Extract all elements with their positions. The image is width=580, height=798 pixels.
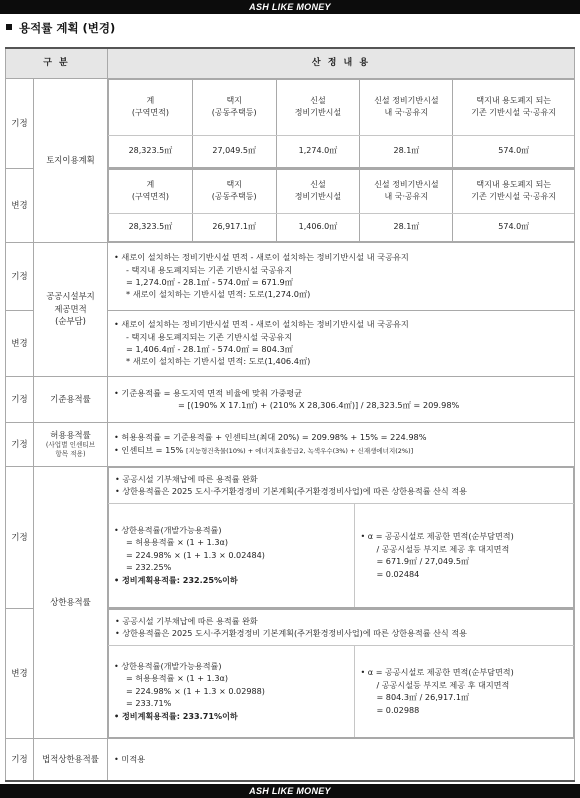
header-band: ASH LIKE MONEY [0, 0, 580, 14]
text-line: • 인센티브 = 15% [지능형건축물(10%) + 에너지효율등급2, 녹색우수(3%) + 신재생에너지(2%)] [114, 444, 414, 455]
col-new-infra-public: 신설 정비기반시설 내 국·공유지 [360, 169, 453, 214]
text-line: • 공공시설 기부채납에 따른 용적률 완화 [115, 473, 258, 484]
text-line: - 택지내 용도폐지되는 기존 기반시설 국공유지 [126, 264, 293, 275]
upper-far-before-intro [109, 467, 574, 503]
base-far-text [108, 376, 575, 422]
value-new-infra-public: 28.1㎡ [360, 214, 453, 241]
upper-far-after-alpha [355, 645, 574, 737]
text-line: • 새로이 설치하는 정비기반시설 면적 - 새로이 설치하는 정비기반시설 내 국공유지 [114, 319, 409, 330]
text-line: = 671.9㎡ / 27,049.5㎡ [376, 556, 470, 567]
upper-far-label: 상한용적률 [34, 466, 108, 738]
upper-far-before-alpha [355, 503, 574, 607]
text-line: = 224.98% × (1 + 1.3 × 0.02484) [126, 549, 265, 560]
public-facility-label: 공공시설부지 제공면적 (순부담) [34, 242, 108, 376]
upper-far-after-cell [108, 608, 575, 738]
page-title-text: 용적률 계획 (변경) [19, 21, 116, 35]
col-housing: 택지 (공동주택등) [192, 79, 276, 135]
row-label-before: 기정 [6, 422, 34, 466]
col-abolished-public: 택지내 용도폐지 되는 기존 기반시설 국·공유지 [453, 79, 574, 135]
upper-far-after-intro [109, 609, 574, 645]
text-line: • 상한용적률(개발가능용적률) [114, 660, 222, 671]
upper-far-before-cell [108, 466, 575, 608]
value-total: 28,323.5㎡ [109, 135, 193, 167]
public-facility-after-text [108, 310, 575, 376]
text-line: • 허용용적률 = 기준용적률 + 인센티브(최대 20%) = 209.98% + 15% = 224.98% [114, 432, 427, 443]
far-plan-table [5, 47, 575, 782]
header-content: 산 정 내 용 [108, 48, 575, 78]
col-total: 계 (구역면적) [109, 169, 193, 214]
legal-upper-far-row [6, 738, 575, 781]
text-line: • 공공시설 기부채납에 따른 용적률 완화 [115, 615, 258, 626]
col-new-infra-public: 신설 정비기반시설 내 국·공유지 [360, 79, 453, 135]
text-line: • 상한용적률은 2025 도시·주거환경정비 기본계획(주거환경정비사업)에 따른 상한용적률 산식 적용 [115, 628, 467, 639]
plan-far-result: • 정비계획용적률: 233.71%이하 [114, 710, 238, 721]
header-category: 구 분 [6, 48, 108, 78]
text-line: - 택지내 용도폐지되는 기존 기반시설 국공유지 [126, 331, 293, 342]
row-label-after: 변경 [6, 608, 34, 738]
row-label-before: 기정 [6, 738, 34, 781]
public-facility-before-text [108, 242, 575, 310]
allowed-far-label [34, 422, 108, 466]
plan-far-result: • 정비계획용적률: 232.25%이하 [114, 574, 238, 585]
upper-far-before-row [6, 466, 575, 608]
text-line: / 공공시설등 부지로 제공 후 대지면적 [376, 679, 510, 690]
footer-band: ASH LIKE MONEY [0, 784, 580, 798]
land-use-before-table [108, 79, 574, 168]
text-line: • 기준용적률 = 용도지역 면적 비율에 맞춰 가중평균 [114, 387, 303, 398]
land-use-label: 토지이용계획 [34, 78, 108, 242]
base-far-label: 기준용적률 [34, 376, 108, 422]
text-line: = 1,406.4㎡ - 28.1㎡ - 574.0㎡ = 804.3㎡ [126, 344, 293, 354]
upper-far-before-table [108, 467, 574, 608]
upper-far-after-table [108, 609, 574, 738]
legal-upper-far-value: • 미적용 [108, 738, 575, 781]
row-label-before: 기정 [6, 242, 34, 310]
text-line: * 새로이 설치하는 기반시설 면적: 도로(1,406.4㎡) [126, 356, 311, 367]
text-line: = [(190% X 17.1㎡) + (210% X 28,306.4㎡)] / 28,323.5㎡ = 209.98% [178, 400, 460, 410]
text-line: = 1,274.0㎡ - 28.1㎡ - 574.0㎡ = 671.9㎡ [126, 277, 293, 287]
col-new-infra: 신설 정비기반시설 [276, 169, 360, 214]
row-label-before: 기정 [6, 466, 34, 608]
value-housing: 27,049.5㎡ [192, 135, 276, 167]
row-label-before: 기정 [6, 78, 34, 168]
land-use-before-cell [108, 78, 575, 168]
text-line: * 새로이 설치하는 기반시설 면적: 도로(1,274.0㎡) [126, 289, 311, 300]
upper-far-after-formula [109, 645, 355, 737]
text-line: • 새로이 설치하는 정비기반시설 면적 - 새로이 설치하는 정비기반시설 내 국공유지 [114, 252, 409, 263]
row-label-after: 변경 [6, 168, 34, 242]
incentive-detail: [지능형건축물(10%) + 에너지효율등급2, 녹색우수(3%) + 신재생에너지(2%)] [185, 446, 414, 455]
text-line: • 상한용적률(개발가능용적률) [114, 524, 222, 535]
value-abolished-public: 574.0㎡ [453, 214, 574, 241]
text-line: = 허용용적률 × (1 + 1.3α) [126, 537, 228, 548]
legal-upper-far-label: 법적상한용적률 [34, 738, 108, 781]
text-line: • α = 공공시설로 제공한 면적(순부담면적) [360, 666, 514, 677]
public-facility-before-row [6, 242, 575, 310]
land-use-before-row [6, 78, 575, 168]
text-line: / 공공시설등 부지로 제공 후 대지면적 [376, 543, 510, 554]
text-line: • 상한용적률은 2025 도시·주거환경정비 기본계획(주거환경정비사업)에 따른 상한용적률 산식 적용 [115, 486, 467, 497]
col-housing: 택지 (공동주택등) [192, 169, 276, 214]
table-header-row [6, 48, 575, 78]
page-title [6, 20, 115, 36]
allowed-far-title: 허용용적률 [50, 429, 91, 440]
value-new-infra: 1,274.0㎡ [276, 135, 360, 167]
text-line: = 232.25% [126, 562, 172, 573]
land-use-after-cell [108, 168, 575, 242]
text-line: = 224.98% × (1 + 1.3 × 0.02988) [126, 685, 265, 696]
row-label-after: 변경 [6, 310, 34, 376]
text-line: = 233.71% [126, 698, 172, 709]
col-new-infra: 신설 정비기반시설 [276, 79, 360, 135]
text-line: = 0.02484 [376, 568, 420, 579]
value-new-infra-public: 28.1㎡ [360, 135, 453, 167]
bullet-square-icon [6, 24, 12, 30]
text-line: = 804.3㎡ / 26,917.1㎡ [376, 692, 470, 703]
row-label-before: 기정 [6, 376, 34, 422]
text-line: = 허용용적률 × (1 + 1.3α) [126, 673, 228, 684]
text-line: • α = 공공시설로 제공한 면적(순부담면적) [360, 530, 514, 541]
value-new-infra: 1,406.0㎡ [276, 214, 360, 241]
land-use-after-table [108, 169, 574, 242]
allowed-far-sublabel: (사업별 인센티브 항목 적용) [45, 441, 96, 459]
col-total: 계 (구역면적) [109, 79, 193, 135]
text-line: = 0.02988 [376, 704, 420, 715]
col-abolished-public: 택지내 용도폐지 되는 기존 기반시설 국·공유지 [453, 169, 574, 214]
base-far-row [6, 376, 575, 422]
value-abolished-public: 574.0㎡ [453, 135, 574, 167]
allowed-far-text [108, 422, 575, 466]
value-total: 28,323.5㎡ [109, 214, 193, 241]
allowed-far-row [6, 422, 575, 466]
upper-far-before-formula [109, 503, 355, 607]
value-housing: 26,917.1㎡ [192, 214, 276, 241]
